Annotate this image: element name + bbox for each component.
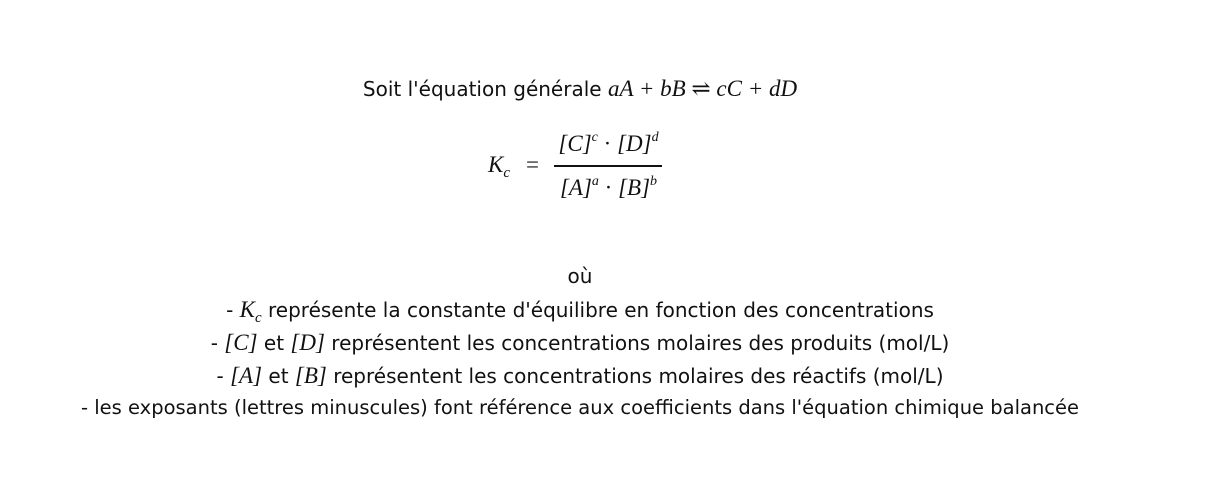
symbol: [C] bbox=[224, 330, 258, 355]
num-term-2: [D] bbox=[617, 131, 652, 156]
list-item: - les exposants (lettres minuscules) font référence aux coefficients dans l'équation chimique balancée bbox=[80, 396, 1080, 419]
intro-text: Soit l'équation générale bbox=[362, 77, 602, 101]
den-exp-2: b bbox=[650, 174, 658, 189]
den-dot: · bbox=[604, 175, 613, 200]
symbol: [A] bbox=[230, 363, 263, 388]
num-term-1: [C] bbox=[558, 131, 592, 156]
num-exp-1: c bbox=[591, 130, 598, 145]
list-item: - [C] et [D] représentent les concentrations molaires des produits (mol/L) bbox=[210, 330, 950, 355]
fraction-numerator bbox=[556, 130, 661, 157]
general-equation: aA + bB ⇌ cC + dD bbox=[607, 76, 798, 101]
list-item: - [A] et [B] représentent les concentrations molaires des réactifs (mol/L) bbox=[216, 363, 944, 388]
intro-line bbox=[0, 76, 1160, 102]
where-label: où bbox=[567, 264, 593, 288]
fraction-bar bbox=[554, 165, 662, 167]
num-dot: · bbox=[603, 131, 612, 156]
symbol: [D] bbox=[290, 330, 325, 355]
symbol: [B] bbox=[294, 363, 327, 388]
formula-equals: = bbox=[526, 152, 539, 177]
formula-lhs: $K_c$ bbox=[488, 152, 511, 181]
symbol: $K_c$ bbox=[239, 297, 262, 326]
den-exp-1: a bbox=[591, 174, 599, 189]
formula-lhs-subscript: c bbox=[503, 165, 511, 181]
list-item: - $K_c$ représente la constante d'équilibre en fonction des concentrations bbox=[226, 297, 934, 326]
fraction-denominator bbox=[556, 174, 661, 201]
den-term-2: [B] bbox=[618, 175, 651, 200]
den-term-1: [A] bbox=[559, 175, 592, 200]
num-exp-2: d bbox=[651, 130, 659, 145]
